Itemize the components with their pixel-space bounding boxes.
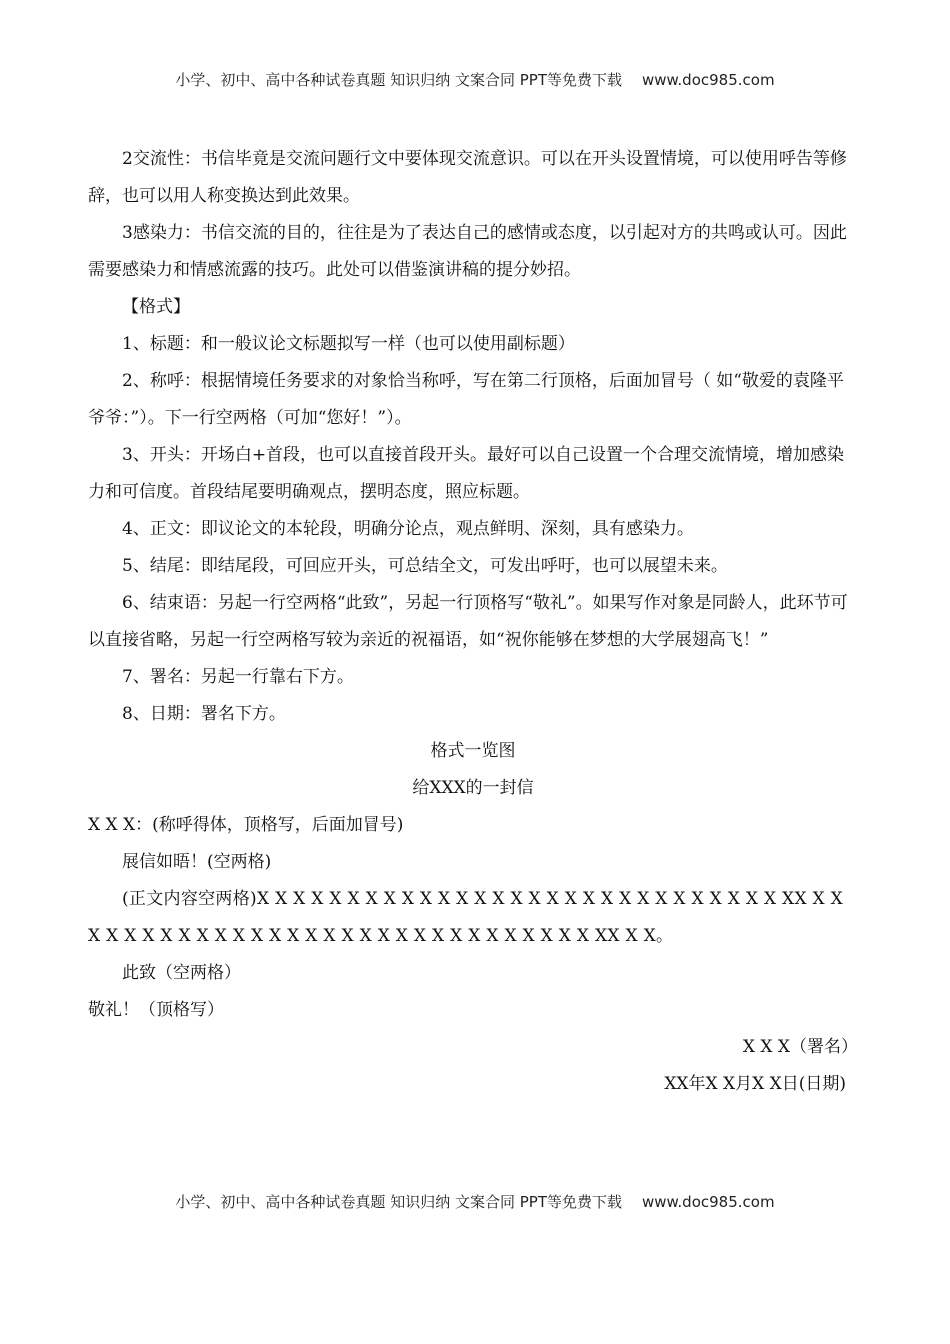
format-item-signature: 7、署名：另起一行靠右下方。 (122, 667, 354, 687)
format-item-body: 4、正文：即议论文的本轮段，明确分论点，观点鲜明、深刻，具有感染力。 (122, 519, 694, 539)
page-footer (0, 1191, 950, 1212)
page-header (0, 69, 950, 90)
format-item-closing: 6、结束语：另起一行空两格“此致”，另起一行顶格写“敬礼”。如果写作对象是同龄人，此环节可以直接省略，另起一行空两格写较为亲近的祝福语，如“祝你能够在梦想的大学展翅高飞！” (88, 593, 848, 650)
letter-greeting: 展信如晤！(空两格) (122, 852, 272, 872)
letter-date: XX年X X月X X日(日期) (664, 1074, 846, 1094)
format-item-opening: 3、开头：开场白+首段，也可以直接首段开头。最好可以自己设置一个合理交流情境，增加感染力和可信度。首段结尾要明确观点，摆明态度，照应标题。 (88, 445, 845, 502)
format-item-ending: 5、结尾：即结尾段，可回应开头，可总结全文，可发出呼吁，也可以展望未来。 (122, 556, 728, 576)
letter-closing-salute: 敬礼！（顶格写） (88, 1000, 224, 1020)
document-body (88, 141, 858, 1103)
letter-salutation: X X X：(称呼得体，顶格写，后面加冒号) (88, 815, 404, 835)
paragraph-communication: 2交流性：书信毕竟是交流问题行文中要体现交流意识。可以在开头设置情境，可以使用呼告等修辞，也可以用人称变换达到此效果。 (88, 149, 847, 206)
footer-url[interactable]: www.doc985.com (641, 1193, 775, 1211)
letter-signature: X X X（署名） (742, 1037, 858, 1057)
section-heading-format: 【格式】 (122, 297, 190, 317)
format-item-date: 8、日期：署名下方。 (122, 704, 286, 724)
paragraph-appeal: 3感染力：书信交流的目的，往往是为了表达自己的感情或态度，以引起对方的共鸣或认可。因此需要感染力和情感流露的技巧。此处可以借鉴演讲稿的提分妙招。 (88, 223, 847, 280)
format-item-salutation: 2、称呼：根据情境任务要求的对象恰当称呼，写在第二行顶格，后面加冒号（ 如“敬爱的袁隆平爷爷：”）。下一行空两格（可加“您好！”）。 (88, 371, 844, 428)
diagram-title: 格式一览图 (430, 741, 516, 761)
header-text: 小学、初中、高中各种试卷真题 知识归纳 文案合同 PPT等免费下载 (175, 71, 622, 89)
letter-title: 给XXX的一封信 (412, 778, 534, 798)
letter-closing-respect: 此致（空两格） (122, 963, 241, 983)
letter-body-line: (正文内容空两格)X X X X X X X X X X X X X X X X X X X X X X X X X X X X X XX X X X X X X X X X X X X X X X X X X X X X X X X X X X X X X XX X X。 (88, 889, 844, 946)
format-item-title: 1、标题：和一般议论文标题拟写一样（也可以使用副标题） (122, 334, 575, 354)
header-url[interactable]: www.doc985.com (641, 71, 775, 89)
footer-text: 小学、初中、高中各种试卷真题 知识归纳 文案合同 PPT等免费下载 (175, 1193, 622, 1211)
